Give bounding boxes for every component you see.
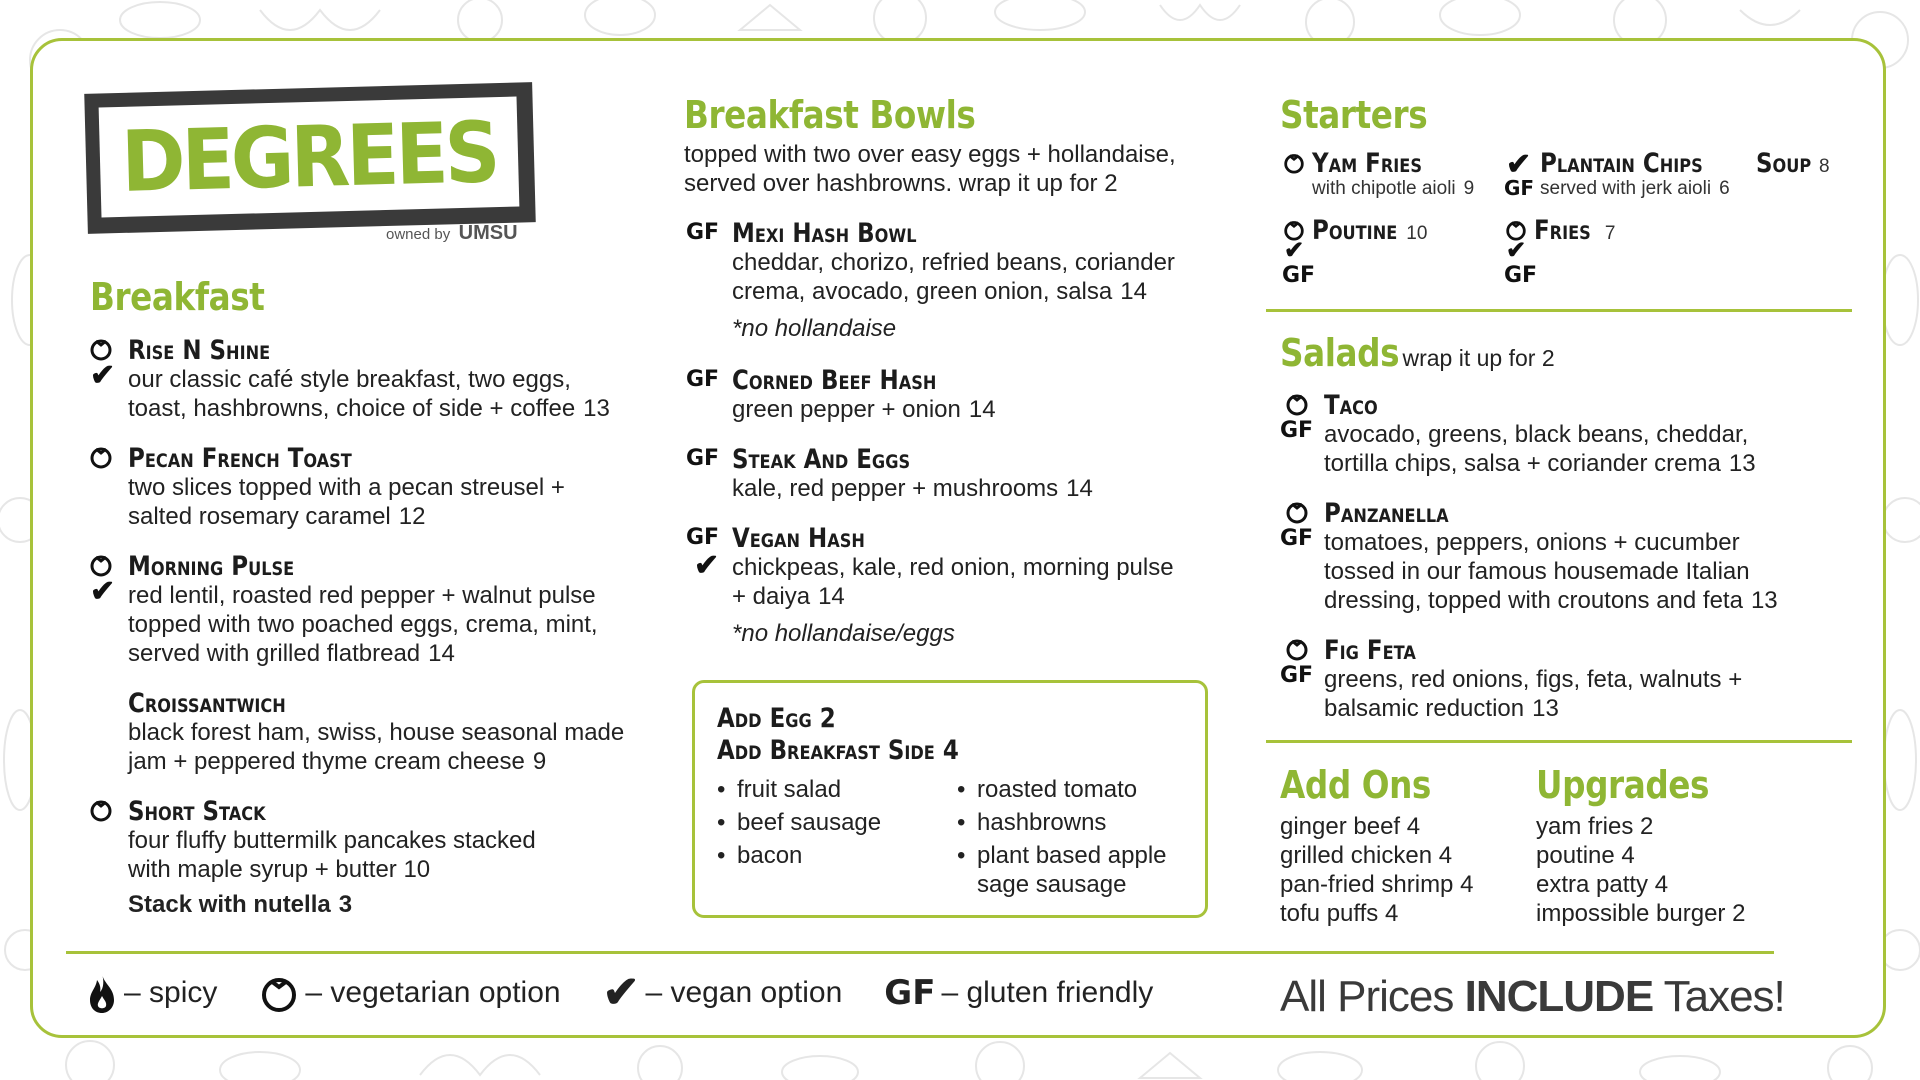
vegetarian-icon <box>1284 498 1310 524</box>
divider <box>66 951 1774 954</box>
item-desc: our classic café style breakfast, two eggs, <box>128 366 571 393</box>
add-on-item: pan-fried shrimp 4 <box>1280 871 1474 898</box>
item-desc: with maple syrup + butter 10 <box>128 856 431 883</box>
item-name: Soup <box>1756 148 1812 179</box>
item-name: Plantain Chips <box>1540 148 1703 179</box>
gluten-friendly-badge: GF <box>1504 176 1535 200</box>
item-price: 14 <box>1066 475 1093 502</box>
item-name: Taco <box>1324 390 1378 421</box>
vegan-check-icon: ✔ <box>1284 237 1305 264</box>
item-price: 14 <box>1120 278 1147 305</box>
item-price: 9 <box>532 748 547 775</box>
vegan-check-icon: ✔ <box>602 968 640 1017</box>
divider <box>1266 740 1852 743</box>
add-side-box <box>692 680 1208 918</box>
gluten-friendly-badge: GF <box>1280 418 1314 443</box>
prices-note-bold: INCLUDE <box>1464 972 1654 1021</box>
add-on-item: tofu puffs 4 <box>1280 900 1399 927</box>
item-desc: served with grilled flatbread <box>128 640 421 667</box>
item-price: 3 <box>338 891 353 918</box>
add-ons-section <box>1280 763 1474 928</box>
legend-vegan: – vegan option <box>645 976 843 1009</box>
upgrade-item: yam fries 2 <box>1536 813 1654 840</box>
item-desc: toast, hashbrowns, choice of side + coffee <box>128 395 576 422</box>
item-price: 14 <box>968 396 996 423</box>
side-item: • hashbrowns <box>957 808 1187 837</box>
item-price: 8 <box>1818 156 1830 177</box>
vegetarian-icon <box>1284 635 1310 661</box>
breakfast-title: Breakfast <box>90 275 265 319</box>
item-desc: + daiya <box>732 583 811 610</box>
upgrade-item: extra patty 4 <box>1536 871 1669 898</box>
bowls-title: Breakfast Bowls <box>684 93 976 137</box>
upgrade-item: impossible burger 2 <box>1536 900 1746 927</box>
item-name: Panzanella <box>1324 498 1449 529</box>
add-on-item: grilled chicken 4 <box>1280 842 1453 869</box>
item-name: Pecan French Toast <box>128 443 352 474</box>
item-price: 13 <box>1750 587 1778 614</box>
item-desc: tossed in our famous housemade Italian <box>1324 558 1750 585</box>
fire-icon <box>86 972 118 1014</box>
legend-spicy: – spicy <box>124 976 218 1009</box>
side-item: • bacon <box>717 841 937 870</box>
item-name: Morning Pulse <box>128 551 295 582</box>
side-item: • roasted tomato <box>957 775 1187 804</box>
starter-soup <box>1756 150 1830 178</box>
item-name: Mexi Hash Bowl <box>732 218 917 249</box>
item-desc: jam + peppered thyme cream cheese <box>128 748 525 775</box>
vegetarian-icon <box>259 973 299 1013</box>
prices-note <box>1280 972 1785 1022</box>
item-name: Yam Fries <box>1312 148 1422 179</box>
item-desc: dressing, topped with croutons and feta <box>1324 587 1743 614</box>
side-item: • plant based apple sage sausage <box>957 841 1187 899</box>
item-desc: served with jerk aioli <box>1540 178 1712 199</box>
item-desc: tortilla chips, salsa + coriander crema <box>1324 450 1721 477</box>
add-egg-label: Add Egg 2 <box>717 703 836 734</box>
vegetarian-icon <box>1284 390 1310 416</box>
upgrades-title: Upgrades <box>1536 763 1710 807</box>
gluten-friendly-badge: GF <box>1504 263 1538 288</box>
item-desc: two slices topped with a pecan streusel + <box>128 474 565 501</box>
item-desc: greens, red onions, figs, feta, walnuts + <box>1324 666 1743 693</box>
starters-section <box>1280 93 1451 137</box>
item-desc: with chipotle aioli <box>1312 178 1456 199</box>
item-price: 10 <box>1406 223 1428 244</box>
item-name: Steak And Eggs <box>732 444 911 475</box>
item-desc: black forest ham, swiss, house seasonal made <box>128 719 625 746</box>
gluten-friendly-badge: GF <box>1280 663 1314 688</box>
sides-list-left <box>717 775 937 874</box>
salads-section <box>1280 331 1555 375</box>
item-price: 7 <box>1604 223 1616 244</box>
logo-wordmark: DEGREES <box>120 103 498 211</box>
item-note: *no hollandaise/eggs <box>732 620 955 647</box>
item-desc: red lentil, roasted red pepper + walnut pulse <box>128 582 596 609</box>
item-name: Croissantwich <box>128 688 286 719</box>
vegan-check-icon: ✔ <box>90 359 116 392</box>
stack-with-nutella: Stack with nutella <box>128 891 331 918</box>
item-desc: green pepper + onion <box>732 396 961 423</box>
item-name: Fig Feta <box>1324 635 1416 666</box>
legend-gluten-friendly: – gluten friendly <box>941 976 1154 1009</box>
item-note: *no hollandaise <box>732 315 897 342</box>
prices-note-post: Taxes! <box>1663 972 1785 1021</box>
gluten-friendly-badge: GF <box>686 525 720 550</box>
gluten-friendly-badge: GF <box>686 367 720 392</box>
bowls-section <box>684 93 1176 198</box>
vegetarian-icon <box>88 551 114 577</box>
item-name: Fries <box>1534 215 1591 246</box>
upgrades-section <box>1536 763 1746 928</box>
salads-title: Salads <box>1280 331 1400 375</box>
gluten-friendly-badge: GF <box>1280 526 1314 551</box>
item-desc: crema, avocado, green onion, salsa <box>732 278 1113 305</box>
vegetarian-icon <box>88 335 114 361</box>
divider <box>1266 309 1852 312</box>
item-price: 13 <box>1532 695 1559 722</box>
vegetarian-icon <box>1282 150 1306 174</box>
vegetarian-icon <box>88 796 114 822</box>
logo-owned-by: owned by <box>386 226 451 243</box>
item-desc: avocado, greens, black beans, cheddar, <box>1324 421 1749 448</box>
item-desc: cheddar, chorizo, refried beans, coriander <box>732 249 1175 276</box>
vegan-check-icon: ✔ <box>90 575 116 608</box>
item-price: 13 <box>1728 450 1756 477</box>
gluten-friendly-badge: GF <box>686 446 720 471</box>
item-name: Corned Beef Hash <box>732 365 937 396</box>
item-price: 14 <box>428 640 455 667</box>
item-desc: kale, red pepper + mushrooms <box>732 475 1059 502</box>
add-ons-title: Add Ons <box>1280 763 1431 807</box>
starters-title: Starters <box>1280 93 1428 137</box>
vegan-check-icon: ✔ <box>1506 148 1532 181</box>
item-price: 13 <box>583 395 610 422</box>
item-desc: salted rosemary caramel <box>128 503 391 530</box>
item-price: 6 <box>1719 178 1730 199</box>
vegan-check-icon: ✔ <box>694 549 720 582</box>
gluten-friendly-badge: GF <box>686 220 720 245</box>
side-item: • beef sausage <box>717 808 937 837</box>
item-desc: topped with two poached eggs, crema, mint, <box>128 611 598 638</box>
salads-subtitle: wrap it up for 2 <box>1402 345 1555 371</box>
bowls-intro: served over hashbrowns. wrap it up for 2 <box>684 170 1118 197</box>
logo <box>86 88 538 248</box>
gluten-friendly-badge: GF <box>884 973 936 1013</box>
sides-list-right <box>957 775 1187 903</box>
add-breakfast-side-label: Add Breakfast Side 4 <box>717 735 959 766</box>
item-desc: four fluffy buttermilk pancakes stacked <box>128 827 536 854</box>
side-item: • fruit salad <box>717 775 937 804</box>
item-name: Short Stack <box>128 796 266 827</box>
breakfast-section <box>90 275 293 319</box>
vegetarian-icon <box>88 443 114 469</box>
item-desc: tomatoes, peppers, onions + cucumber <box>1324 529 1740 556</box>
item-price: 9 <box>1463 178 1475 199</box>
item-name: Poutine <box>1312 215 1398 246</box>
legend-vegetarian: – vegetarian option <box>305 976 561 1009</box>
vegan-check-icon: ✔ <box>1506 237 1527 264</box>
logo-owner: UMSU <box>458 222 518 244</box>
item-price: 14 <box>818 583 845 610</box>
gluten-friendly-badge: GF <box>1282 263 1316 288</box>
item-name: Rise N Shine <box>128 335 271 366</box>
prices-note-pre: All Prices <box>1280 972 1454 1021</box>
bowls-intro: topped with two over easy eggs + hollandaise, <box>684 141 1176 168</box>
item-name: Vegan Hash <box>732 523 865 554</box>
legend <box>86 968 1153 1018</box>
item-price: 12 <box>398 503 426 530</box>
item-desc: chickpeas, kale, red onion, morning pulse <box>732 554 1174 581</box>
item-desc: balsamic reduction <box>1324 695 1525 722</box>
add-on-item: ginger beef 4 <box>1280 813 1421 840</box>
upgrade-item: poutine 4 <box>1536 842 1635 869</box>
